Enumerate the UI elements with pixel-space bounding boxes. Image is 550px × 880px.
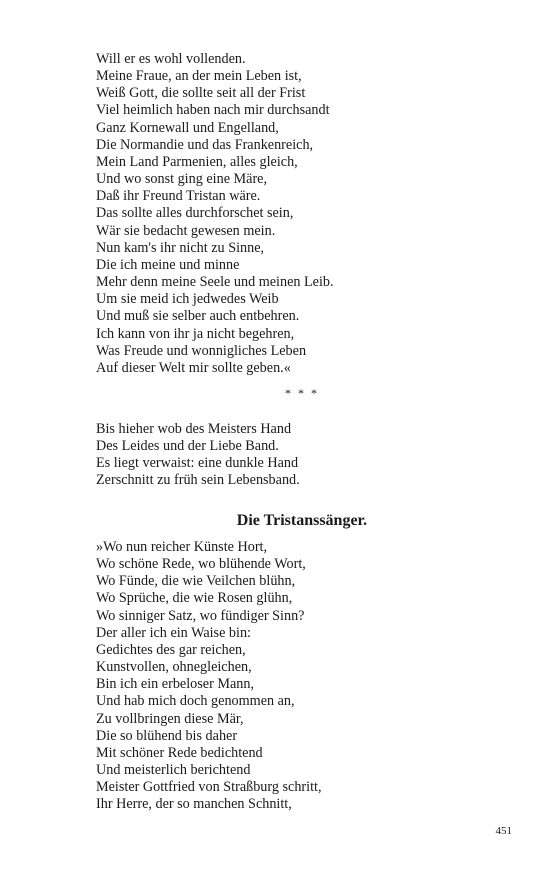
- poem-line: Und meisterlich berichtend: [96, 762, 251, 779]
- poem-line: Zerschnitt zu früh sein Lebensband.: [96, 472, 300, 489]
- poem-line: Meine Fraue, an der mein Leben ist,: [96, 68, 302, 85]
- poem-line: Daß ihr Freund Tristan wäre.: [96, 188, 261, 205]
- poem-line: Wo sinniger Satz, wo fündiger Sinn?: [96, 607, 305, 624]
- poem-line: Auf dieser Welt mir sollte geben.«: [96, 359, 291, 376]
- poem-line: Ich kann von ihr ja nicht begehren,: [96, 325, 295, 342]
- poem-line: Nun kam's ihr nicht zu Sinne,: [96, 239, 265, 256]
- poem-line: Ihr Herre, der so manchen Schnitt,: [96, 796, 292, 813]
- poem-line: Ganz Kornewall und Engelland,: [96, 119, 279, 136]
- poem-line: Bis hieher wob des Meisters Hand: [96, 421, 292, 437]
- poem-line: Zu vollbringen diese Mär,: [96, 710, 244, 727]
- poem-line: Wo Sprüche, die wie Rosen glühn,: [96, 590, 293, 607]
- poem-line: Die Normandie und das Frankenreich,: [96, 136, 314, 153]
- poem-line: »Wo nun reicher Künste Hort,: [96, 539, 268, 555]
- poem-line: Es liegt verwaist: eine dunkle Hand: [96, 455, 299, 472]
- poem-line: Die so blühend bis daher: [96, 727, 238, 744]
- poem-line: Bin ich ein erbeloser Mann,: [96, 676, 254, 693]
- poem-line: Will er es wohl vollenden.: [96, 51, 246, 67]
- poem-line: Und muß sie selber auch entbehren.: [96, 308, 300, 325]
- poem-line: Mein Land Parmenien, alles gleich,: [96, 153, 298, 170]
- poem-line: Und hab mich doch genommen an,: [96, 693, 295, 710]
- poem-line: Wär sie bedacht gewesen mein.: [96, 222, 276, 239]
- poem-line: Weiß Gott, die sollte seit all der Frist: [96, 85, 306, 102]
- poem-stanza-2: [96, 421, 476, 490]
- poem-line: Des Leides und der Liebe Band.: [96, 438, 279, 455]
- poem-line: Der aller ich ein Waise bin:: [96, 624, 251, 641]
- poem-line: Wo Fünde, die wie Veilchen blühn,: [96, 573, 296, 590]
- section-heading: Die Tristanssänger.: [236, 512, 368, 529]
- poem-line: Mehr denn meine Seele und meinen Leib.: [96, 274, 334, 291]
- poem-stanza-3: [96, 539, 476, 814]
- poem-stanza-1: [96, 51, 476, 377]
- poem-line: Meister Gottfried von Straßburg schritt,: [96, 779, 322, 796]
- poem-line: Die ich meine und minne: [96, 256, 240, 273]
- poem-line: Was Freude und wonnigliches Leben: [96, 342, 307, 359]
- poem-line: Und wo sonst ging eine Märe,: [96, 171, 268, 188]
- poem-line: Gedichtes des gar reichen,: [96, 641, 246, 658]
- section-divider: * * *: [285, 386, 319, 400]
- poem-line: Das sollte alles durchforschet sein,: [96, 205, 294, 222]
- poem-line: Viel heimlich haben nach mir durchsandt: [96, 102, 330, 119]
- poem-line: Mit schöner Rede bedichtend: [96, 744, 263, 761]
- poem-line: Kunstvollen, ohnegleichen,: [96, 659, 252, 676]
- page-number: 451: [495, 825, 512, 837]
- poem-line: Wo schöne Rede, wo blühende Wort,: [96, 556, 306, 573]
- poem-line: Um sie meid ich jedwedes Weib: [96, 291, 279, 308]
